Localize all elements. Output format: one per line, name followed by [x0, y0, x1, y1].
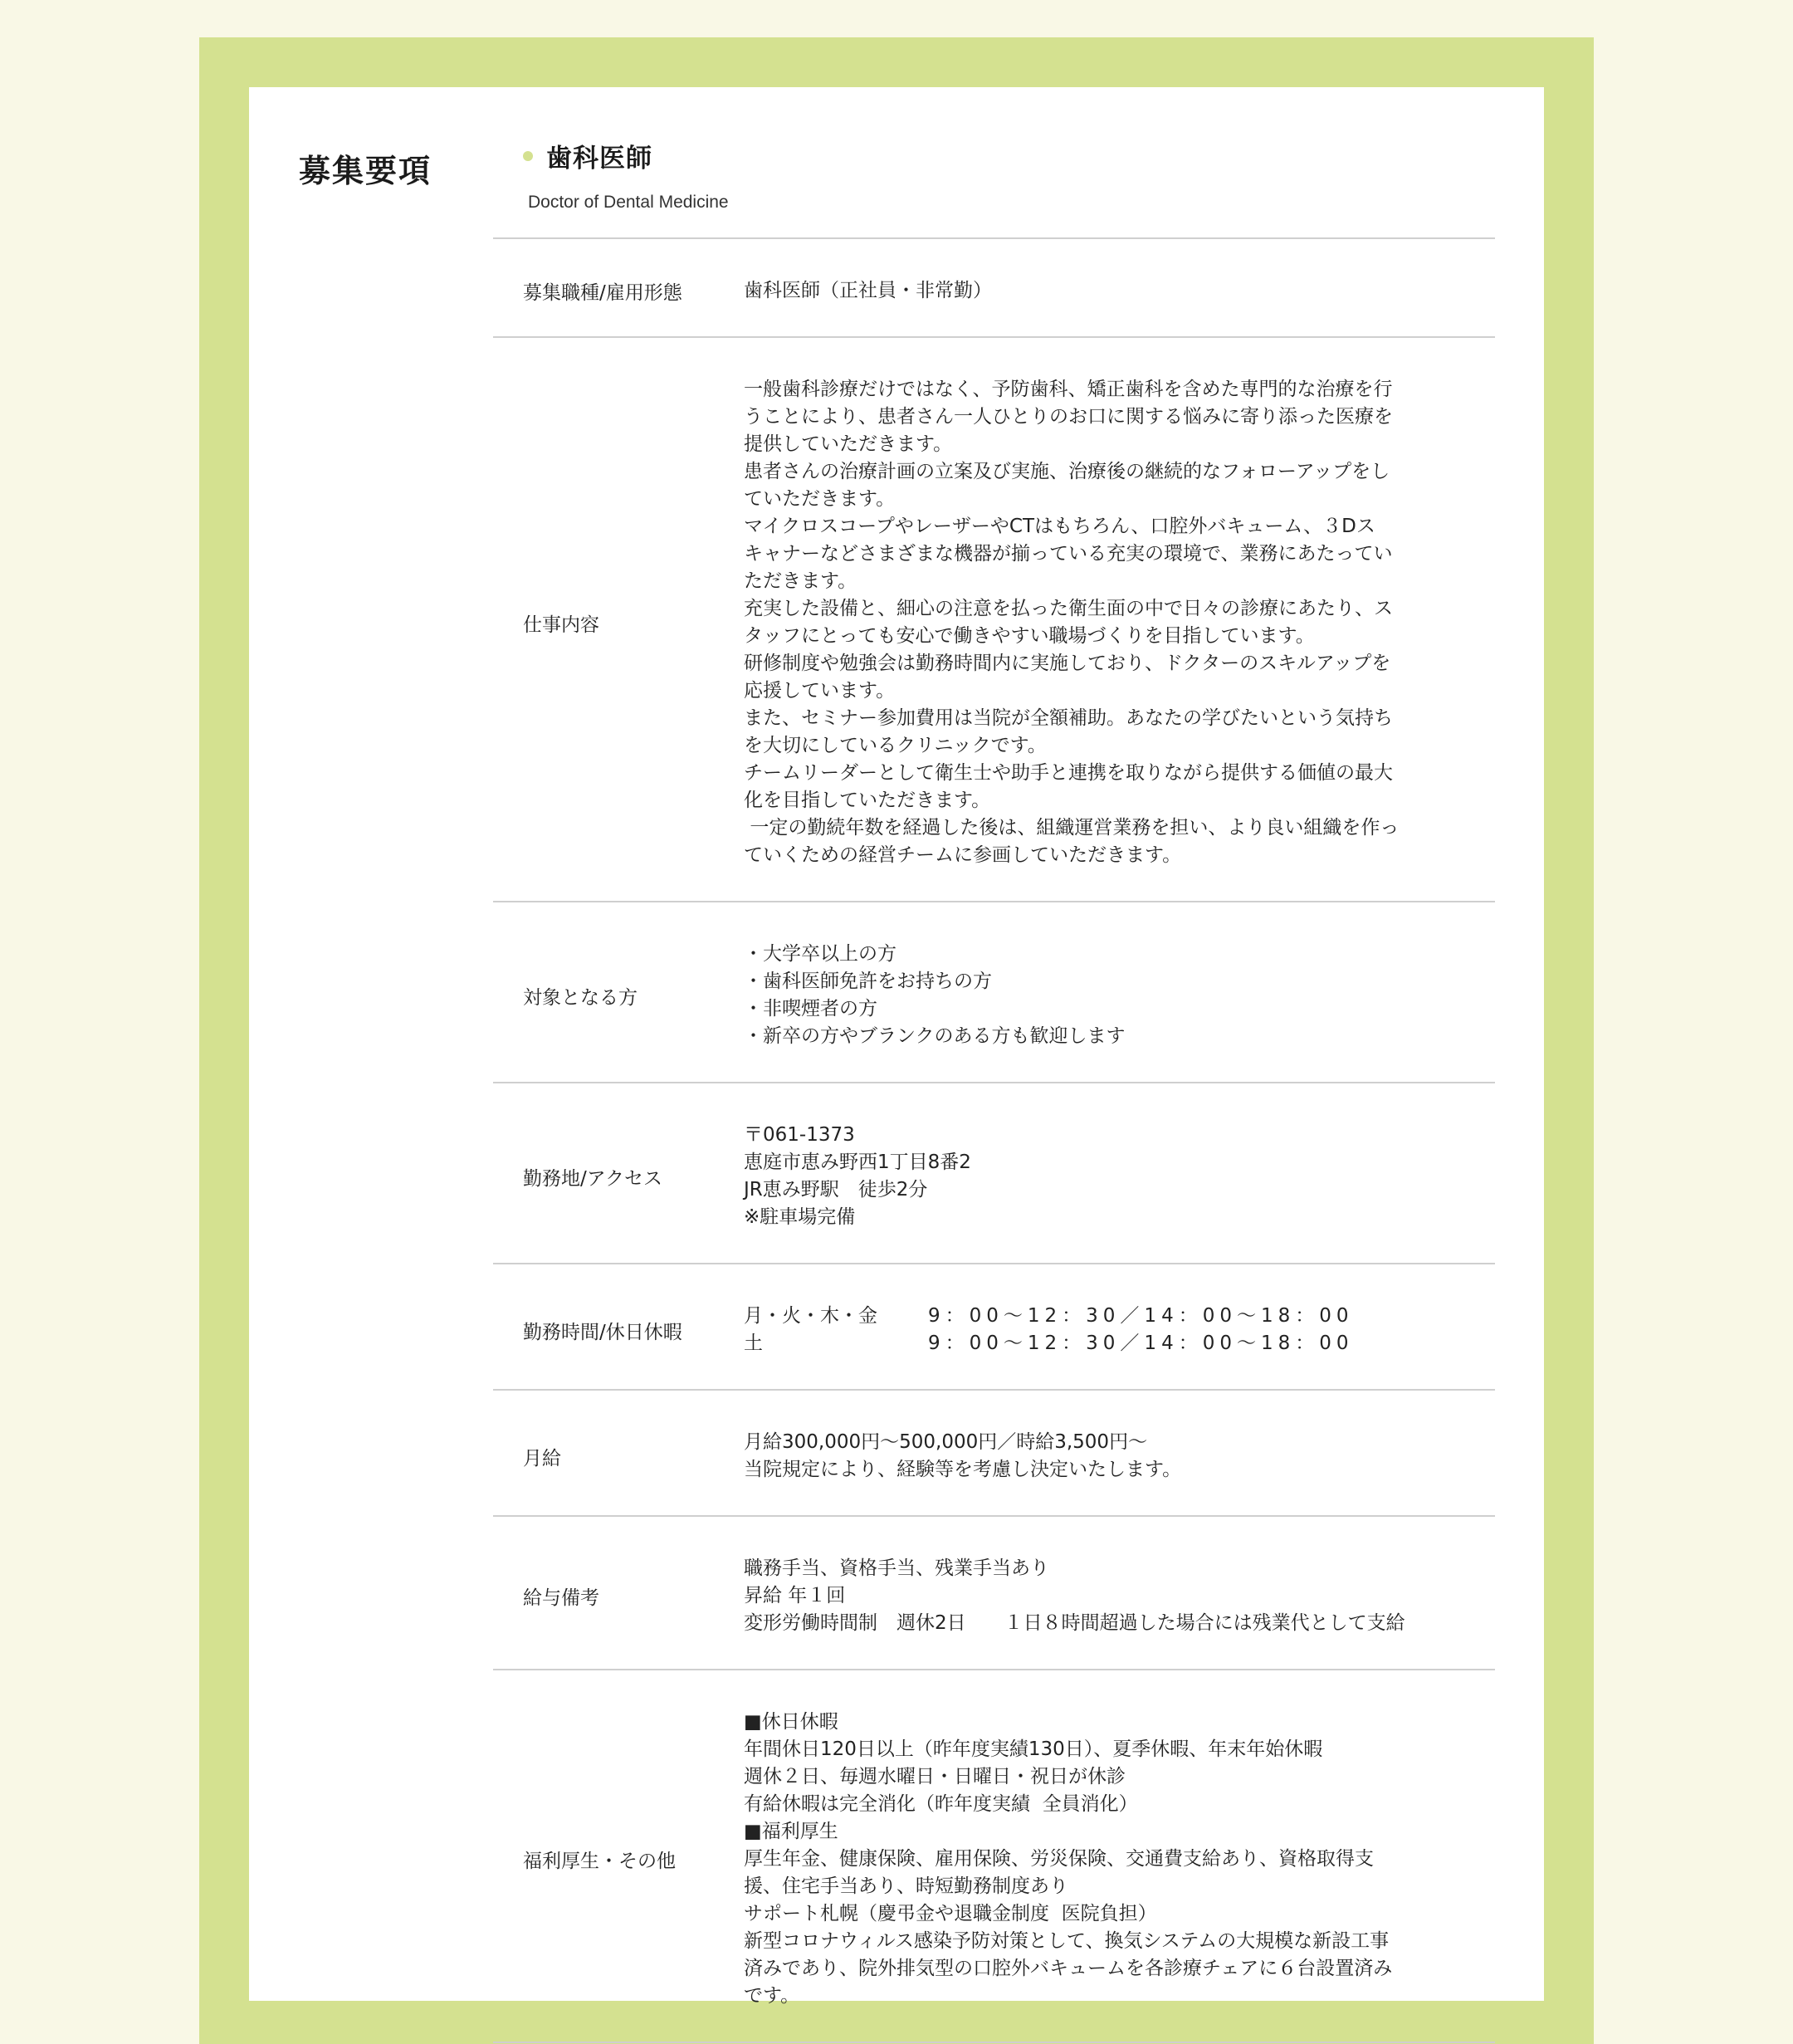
value-line: 一般歯科診療だけではなく、予防歯科、矯正歯科を含めた専門的な治療を行 [744, 379, 1393, 400]
value-line: 恵庭市恵み野西1丁目8番2 [744, 1152, 971, 1173]
row-label: 勤務時間/休日休暇 [523, 1321, 682, 1343]
value-line: 研修制度や勉強会は勤務時間内に実施しており、ドクターのスキルアップを [744, 653, 1391, 674]
value-line: 当院規定により、経験等を考慮し決定いたします。 [744, 1459, 1182, 1480]
job-title: 歯科医師 [546, 144, 652, 174]
value-line: 昇給 年１回 [744, 1585, 846, 1606]
value-line: 済みであり、院外排気型の口腔外バキュームを各診療チェアに６台設置済み [744, 1958, 1393, 1979]
row-value [744, 1429, 1495, 1484]
row-value [744, 941, 1495, 1050]
row-target [493, 902, 1495, 1083]
value-line: サポート札幌（慶弔金や退職金制度 医院負担） [744, 1903, 1157, 1924]
row-label: 勤務地/アクセス [523, 1167, 663, 1190]
hours-line [744, 1303, 1465, 1330]
row-label: 給与備考 [523, 1587, 599, 1609]
value-line: チームリーダーとして衛生士や助手と連携を取りながら提供する価値の最大 [744, 762, 1393, 784]
row-label: 仕事内容 [523, 614, 599, 636]
value-line: 応援しています。 [744, 680, 896, 702]
row-salary [493, 1391, 1495, 1517]
hours-days: 月・火・木・金 [744, 1305, 877, 1327]
row-value [744, 277, 1495, 305]
value-line: キャナーなどさまざまな機器が揃っている充実の環境で、業務にあたってい [744, 543, 1393, 565]
value-line: 月給300,000円〜500,000円／時給3,500円〜 [744, 1431, 1148, 1453]
value-line: マイクロスコープやレーザーやCTはもちろん、口腔外バキューム、３Dス [744, 516, 1375, 537]
job-subtitle: Doctor of Dental Medicine [528, 193, 729, 212]
value-line: ただきます。 [744, 570, 857, 592]
row-duties [493, 338, 1495, 902]
row-label: 福利厚生・その他 [523, 1851, 676, 1872]
value-line: JR恵み野駅 徒歩2分 [744, 1179, 928, 1200]
value-line: 歯科医師（正社員・非常勤） [744, 280, 992, 301]
row-value [744, 1555, 1495, 1637]
row-label: 対象となる方 [523, 986, 638, 1009]
value-line: 新型コロナウィルス感染予防対策として、換気システムの大規模な新設工事 [744, 1930, 1390, 1952]
value-line: です。 [744, 1985, 800, 2007]
value-line: 〒061-1373 [744, 1124, 855, 1146]
value-line: うことにより、患者さん一人ひとりのお口に関する悩みに寄り添った医療を [744, 406, 1393, 428]
value-line: ていただきます。 [744, 488, 896, 510]
value-line: ・新卒の方やブランクのある方も歓迎します [744, 1025, 1126, 1047]
hours-time: 9：00〜12：30／14：00〜18：00 [928, 1333, 1354, 1354]
value-line: ■福利厚生 [744, 1821, 838, 1842]
value-line: 厚生年金、健康保険、雇用保険、労災保険、交通費支給あり、資格取得支 [744, 1848, 1374, 1870]
hours-time: 9：00〜12：30／14：00〜18：00 [928, 1305, 1354, 1327]
value-line: を大切にしているクリニックです。 [744, 735, 1047, 756]
value-line: 充実した設備と、細心の注意を払った衛生面の中で日々の診療にあたり、ス [744, 598, 1393, 619]
value-line: ・歯科医師免許をお持ちの方 [744, 971, 992, 992]
value-line: 週休２日、毎週水曜日・日曜日・祝日が休診 [744, 1766, 1126, 1787]
row-value [744, 1303, 1495, 1357]
value-line: タッフにとっても安心で働きやすい職場づくりを目指しています。 [744, 625, 1315, 647]
value-line: 援、住宅手当あり、時短勤務制度あり [744, 1875, 1068, 1897]
value-line: ■休日休暇 [744, 1711, 838, 1733]
row-value [744, 1122, 1495, 1231]
value-line: 化を目指していただきます。 [744, 790, 991, 811]
row-benefits [493, 1670, 1495, 2043]
value-line: 職務手当、資格手当、残業手当あり [744, 1557, 1049, 1579]
outer-frame [199, 37, 1594, 2044]
bullet-dot-icon [523, 151, 533, 161]
row-location [493, 1083, 1495, 1264]
value-line: ていくための経営チームに参画していただきます。 [744, 844, 1182, 866]
row-hours [493, 1264, 1495, 1391]
requirements-table [493, 237, 1495, 2043]
section-title: 募集要項 [299, 153, 432, 189]
recruitment-card [249, 87, 1544, 2007]
value-line: また、セミナー参加費用は当院が全額補助。あなたの学びたいという気持ち [744, 707, 1393, 729]
row-value [744, 376, 1495, 869]
value-line: 患者さんの治療計画の立案及び実施、治療後の継続的なフォローアップをし [744, 461, 1390, 482]
value-line: ※駐車場完備 [744, 1206, 856, 1228]
value-line: 年間休日120日以上（昨年度実績130日）、夏季休暇、年末年始休暇 [744, 1738, 1323, 1760]
hours-line [744, 1330, 1465, 1357]
row-label: 募集職種/雇用形態 [523, 282, 682, 304]
row-salary-notes [493, 1517, 1495, 1670]
value-line: 有給休暇は完全消化（昨年度実績 全員消化） [744, 1793, 1138, 1815]
value-line: 変形労働時間制 週休2日 １日８時間超過した場合には残業代として支給 [744, 1612, 1405, 1634]
value-line: ・非喫煙者の方 [744, 998, 877, 1020]
row-label: 月給 [523, 1447, 561, 1469]
job-heading [523, 137, 1519, 213]
hours-days: 土 [744, 1333, 763, 1354]
job-title-row [523, 137, 1519, 174]
value-line: 一定の勤続年数を経過した後は、組織運営業務を担い、より良い組織を作っ [744, 817, 1400, 839]
row-value [744, 1709, 1495, 2010]
row-employment [493, 239, 1495, 338]
value-line: 提供していただきます。 [744, 433, 953, 455]
value-line: ・大学卒以上の方 [744, 943, 896, 965]
